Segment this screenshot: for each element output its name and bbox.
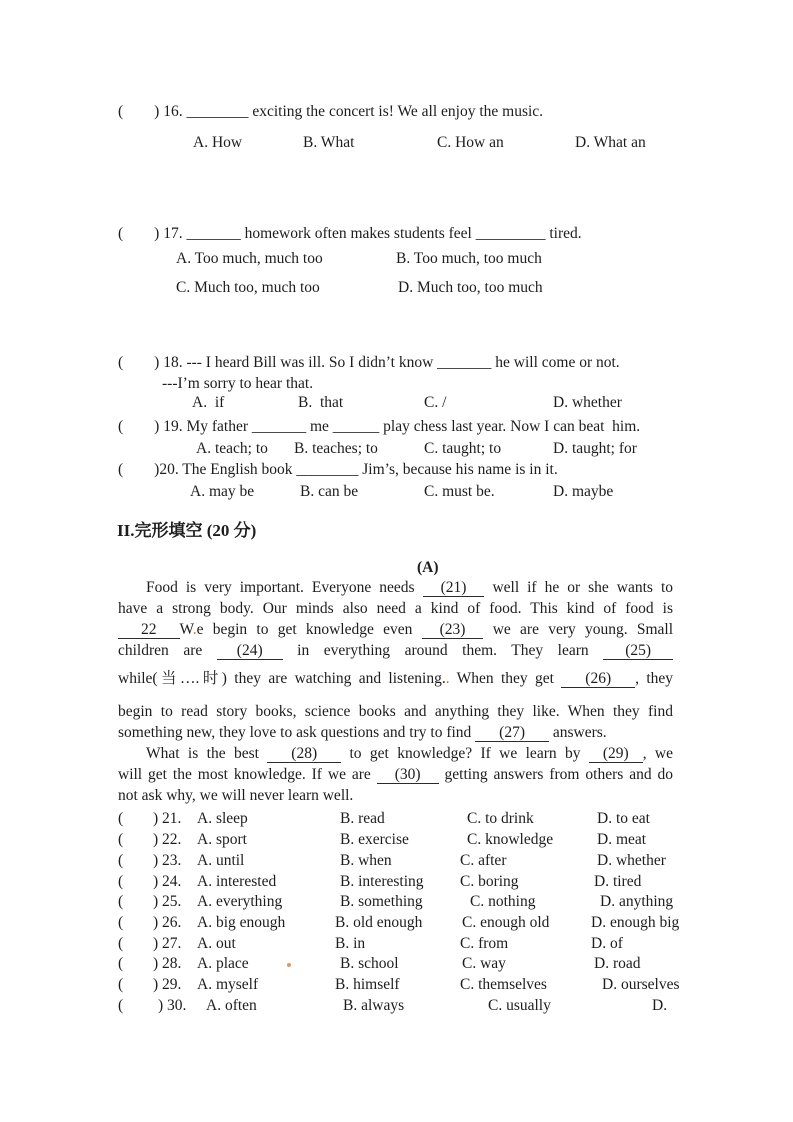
- question-number: ) 22.: [153, 831, 182, 848]
- passage-text: children are: [118, 642, 203, 659]
- option-d: D. ourselves: [602, 976, 680, 993]
- option-b: B. when: [340, 852, 392, 869]
- option-c: C. way: [462, 955, 506, 972]
- option-a: A. may be: [190, 483, 255, 500]
- answer-bracket: (: [118, 810, 124, 827]
- option-d: D.: [652, 997, 668, 1014]
- option-a: A. place: [197, 955, 249, 972]
- question-19-stem: ( ) 19. My father _______ me ______ play chess last year. Now I can beat him.: [118, 418, 641, 435]
- option-d: D. maybe: [553, 483, 614, 500]
- option-d: D. meat: [597, 831, 647, 848]
- option-d: D. What an: [575, 134, 646, 151]
- passage-line-6: [118, 701, 673, 722]
- cloze-question-25: [0, 891, 793, 912]
- question-18-reply: [0, 373, 793, 394]
- blank-23: (23): [422, 621, 484, 639]
- stray-dot-mark: .: [192, 621, 197, 638]
- question-number: ) 25.: [153, 893, 182, 910]
- question-19: [0, 416, 793, 437]
- cloze-question-22: [0, 829, 793, 850]
- question-20-options: [0, 481, 793, 502]
- cloze-question-24: [0, 871, 793, 892]
- option-b: B. school: [340, 955, 399, 972]
- option-b: B. exercise: [340, 831, 409, 848]
- option-c: C. enough old: [462, 914, 550, 931]
- answer-bracket: (: [118, 873, 124, 890]
- passage-line-4: [118, 640, 673, 661]
- option-c: C. Much too, much too: [176, 279, 320, 296]
- part-a-label: (A): [417, 559, 439, 576]
- answer-bracket: (: [118, 893, 124, 910]
- blank-25: (25): [603, 642, 673, 660]
- passage-text: e begin to get knowledge even: [196, 621, 413, 638]
- cloze-question-23: [0, 850, 793, 871]
- question-number: ) 21.: [153, 810, 182, 827]
- option-c: C. knowledge: [467, 831, 554, 848]
- cloze-question-28: [0, 953, 793, 974]
- option-d: D. road: [594, 955, 641, 972]
- question-17-options-row1: [0, 248, 793, 269]
- passage-text: , they: [635, 670, 674, 687]
- passage-text: answers.: [552, 724, 607, 741]
- question-number: ) 28.: [153, 955, 182, 972]
- blank-24: (24): [217, 642, 283, 660]
- option-b: B. interesting: [340, 873, 424, 890]
- option-b: B. something: [340, 893, 423, 910]
- cloze-question-26: [0, 912, 793, 933]
- question-19-options: [0, 438, 793, 459]
- question-number: ) 29.: [153, 976, 182, 993]
- option-c: C. nothing: [470, 893, 536, 910]
- option-a: A. How: [193, 134, 243, 151]
- question-number: ) 30.: [158, 997, 187, 1014]
- passage-text: in everything around them. They learn: [297, 642, 589, 659]
- cloze-question-29: [0, 974, 793, 995]
- passage-text: something new, they love to ask questions and try to find: [118, 724, 472, 741]
- option-b: B. What: [303, 134, 355, 151]
- option-a: A. big enough: [197, 914, 286, 931]
- passage-text: getting answers from others and do: [444, 766, 674, 783]
- question-20-stem: ( )20. The English book ________ Jim’s, because his name is in it.: [118, 461, 558, 478]
- option-c: C. to drink: [467, 810, 534, 827]
- option-d: D. taught; for: [553, 440, 637, 457]
- option-c: C. from: [460, 935, 509, 952]
- question-18-options: [0, 392, 793, 413]
- option-a: A. if: [192, 394, 225, 411]
- option-a: A. often: [206, 997, 257, 1014]
- question-18-stem: ( ) 18. --- I heard Bill was ill. So I didn’t know _______ he will come or not.: [118, 354, 620, 371]
- passage-text: What is the best: [146, 745, 259, 762]
- passage-text: well if he or she wants to: [492, 579, 674, 596]
- question-17-options-row2: [0, 277, 793, 298]
- passage-line-3: [118, 619, 673, 640]
- passage-line-1: [118, 577, 673, 598]
- answer-bracket: (: [118, 997, 124, 1014]
- option-b: B. himself: [335, 976, 400, 993]
- option-a: A. out: [197, 935, 236, 952]
- option-a: A. teach; to: [196, 440, 268, 457]
- option-a: A. myself: [197, 976, 259, 993]
- option-b: B. read: [340, 810, 385, 827]
- answer-bracket: (: [118, 831, 124, 848]
- question-number: ) 26.: [153, 914, 182, 931]
- passage-text: while(当….时) they are watching and listening.: [118, 670, 446, 687]
- blank-28: (28): [267, 745, 341, 763]
- answer-bracket: (: [118, 935, 124, 952]
- passage-text: not ask why, we will never learn well.: [118, 787, 354, 804]
- question-20: [0, 459, 793, 480]
- passage-text: Food is very important. Everyone needs: [146, 579, 415, 596]
- passage-line-9: [118, 764, 673, 785]
- option-b: B. Too much, too much: [396, 250, 542, 267]
- option-a: A. Too much, much too: [176, 250, 323, 267]
- question-18-reply-text: ---I’m sorry to hear that.: [162, 375, 314, 392]
- option-c: C. boring: [460, 873, 519, 890]
- option-b: B. always: [343, 997, 405, 1014]
- option-c: C. must be.: [424, 483, 495, 500]
- option-c: C. after: [460, 852, 507, 869]
- question-number: ) 27.: [153, 935, 182, 952]
- passage-text: W: [179, 621, 193, 638]
- option-d: D. whether: [553, 394, 622, 411]
- option-c: C. /: [424, 394, 447, 411]
- option-c: C. taught; to: [424, 440, 502, 457]
- passage-line-8: [118, 743, 673, 764]
- option-d: D. of: [591, 935, 623, 952]
- answer-bracket: (: [118, 852, 124, 869]
- passage-line-5: [118, 668, 673, 689]
- question-number: ) 24.: [153, 873, 182, 890]
- answer-bracket: (: [118, 976, 124, 993]
- stray-mark-dot: [287, 963, 291, 967]
- option-a: A. until: [197, 852, 245, 869]
- passage-text: have a strong body. Our minds also need a kind of food. This kind of food is: [118, 600, 673, 617]
- option-d: D. anything: [600, 893, 674, 910]
- option-b: B. teaches; to: [294, 440, 378, 457]
- blank-22: 22: [118, 621, 180, 639]
- section-2-heading: II.完形填空 (20 分): [117, 521, 257, 540]
- passage-text: When they get: [456, 670, 554, 687]
- blank-21: (21): [423, 579, 485, 597]
- blank-29: (29): [589, 745, 643, 763]
- option-a: A. sport: [197, 831, 247, 848]
- option-d: D. to eat: [597, 810, 650, 827]
- question-16: [0, 101, 793, 122]
- option-a: A. sleep: [197, 810, 248, 827]
- answer-bracket: (: [118, 955, 124, 972]
- passage-line-2: [118, 598, 673, 619]
- option-c: C. usually: [488, 997, 551, 1014]
- question-18: [0, 352, 793, 373]
- section-2-heading-row: [0, 520, 793, 544]
- passage-text: , we: [642, 745, 674, 762]
- option-c: C. How an: [437, 134, 504, 151]
- cloze-question-30: [0, 995, 793, 1016]
- option-c: C. themselves: [460, 976, 547, 993]
- option-d: D. tired: [594, 873, 642, 890]
- option-d: D. whether: [597, 852, 666, 869]
- option-b: B. that: [298, 394, 344, 411]
- question-17: [0, 223, 793, 244]
- option-d: D. Much too, too much: [398, 279, 543, 296]
- option-b: B. can be: [300, 483, 359, 500]
- cloze-question-21: [0, 808, 793, 829]
- part-a-label-row: [0, 557, 793, 578]
- cloze-question-27: [0, 933, 793, 954]
- question-number: ) 23.: [153, 852, 182, 869]
- question-17-stem: ( ) 17. _______ homework often makes students feel _________ tired.: [118, 225, 582, 242]
- passage-line-7: [118, 722, 673, 743]
- passage-text: we are very young. Small: [492, 621, 674, 638]
- option-b: B. in: [335, 935, 366, 952]
- passage-text: begin to read story books, science books and anything they like. When they find: [118, 703, 673, 720]
- option-a: A. everything: [197, 893, 283, 910]
- option-b: B. old enough: [335, 914, 423, 931]
- passage-text: will get the most knowledge. If we are: [118, 766, 371, 783]
- passage-line-10: [118, 785, 673, 806]
- blank-27: (27): [475, 724, 549, 742]
- option-d: D. enough big: [591, 914, 680, 931]
- blank-26: (26): [561, 670, 635, 688]
- answer-bracket: (: [118, 914, 124, 931]
- passage-text: to get knowledge? If we learn by: [349, 745, 581, 762]
- blank-30: (30): [377, 766, 439, 784]
- option-a: A. interested: [197, 873, 277, 890]
- question-16-options: [0, 132, 793, 153]
- question-16-stem: ( ) 16. ________ exciting the concert is! We all enjoy the music.: [118, 103, 544, 120]
- stray-dot-mark: .: [445, 670, 450, 687]
